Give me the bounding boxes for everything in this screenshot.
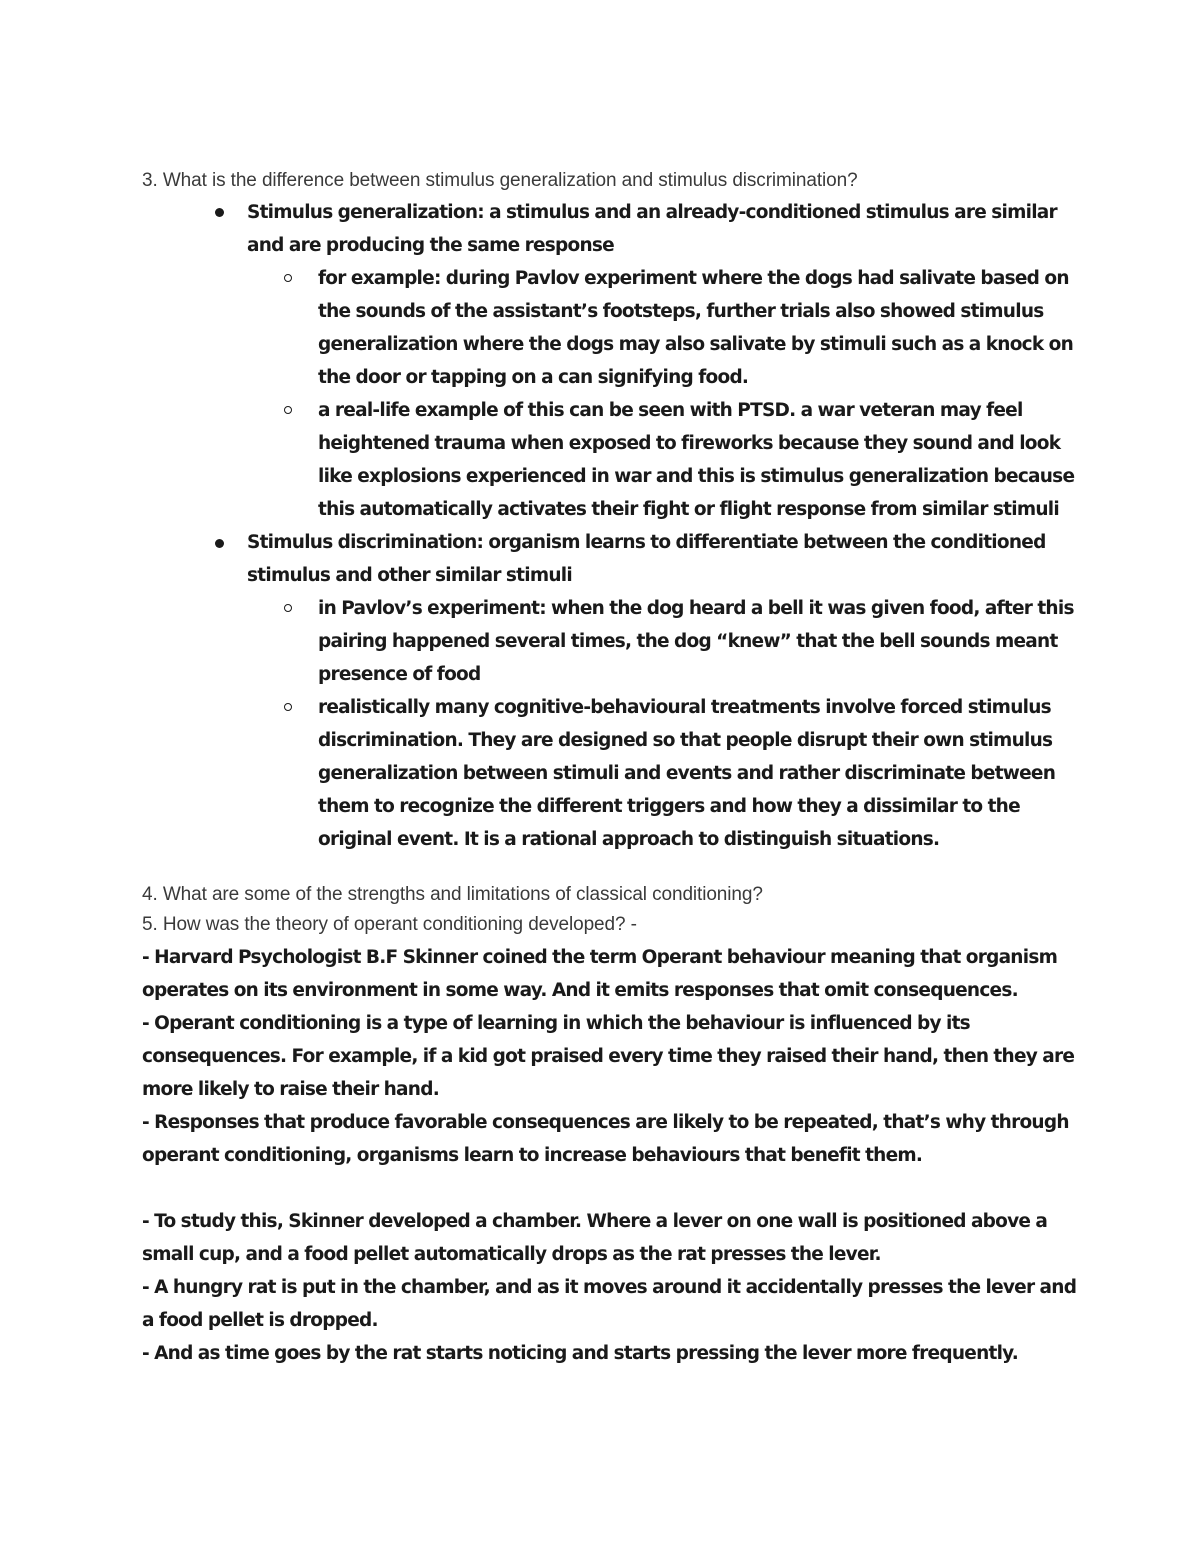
question-5-heading: 5. How was the theory of operant conditioning developed? -: [142, 914, 637, 935]
text-line: - And as time goes by the rat starts noticing and starts pressing the lever more frequently.: [142, 1343, 1019, 1364]
text-line: heightened trauma when exposed to fireworks because they sound and look: [318, 433, 1061, 454]
generalization-example-pavlov: [318, 262, 1078, 394]
skinner-chamber-paragraph: [142, 1205, 1082, 1370]
text-line: consequences. For example, if a kid got praised every time they raised their hand, then they are: [142, 1046, 1075, 1067]
text-line: generalization where the dogs may also salivate by stimuli such as a knock on: [318, 334, 1074, 355]
text-line: and are producing the same response: [247, 235, 614, 256]
hollow-bullet-icon: [284, 703, 292, 711]
text-line: presence of food: [318, 664, 481, 685]
text-line: Stimulus discrimination: organism learns to differentiate between the conditioned: [247, 532, 1046, 553]
discrimination-example-bell: [318, 592, 1078, 691]
text-line: like explosions experienced in war and this is stimulus generalization because: [318, 466, 1075, 487]
text-line: pairing happened several times, the dog “knew” that the bell sounds meant: [318, 631, 1058, 652]
text-line: - To study this, Skinner developed a chamber. Where a lever on one wall is positioned above a: [142, 1211, 1048, 1232]
operant-conditioning-paragraph: [142, 941, 1082, 1172]
bullet-icon: [215, 539, 224, 548]
text-line: small cup, and a food pellet automatically drops as the rat presses the lever.: [142, 1244, 881, 1265]
text-line: more likely to raise their hand.: [142, 1079, 439, 1100]
text-line: generalization between stimuli and events and rather discriminate between: [318, 763, 1056, 784]
text-line: original event. It is a rational approach to distinguish situations.: [318, 829, 940, 850]
bullet-icon: [215, 208, 224, 217]
text-line: operant conditioning, organisms learn to increase behaviours that benefit them.: [142, 1145, 923, 1166]
text-line: - A hungry rat is put in the chamber, and as it moves around it accidentally presses the lever and: [142, 1277, 1077, 1298]
text-line: a food pellet is dropped.: [142, 1310, 378, 1331]
text-line: this automatically activates their fight or flight response from similar stimuli: [318, 499, 1059, 520]
question-3-heading: 3. What is the difference between stimulus generalization and stimulus discrimination?: [142, 170, 858, 191]
text-line: discrimination. They are designed so that people disrupt their own stimulus: [318, 730, 1053, 751]
text-line: Stimulus generalization: a stimulus and an already-conditioned stimulus are similar: [247, 202, 1057, 223]
text-line: realistically many cognitive-behavioural treatments involve forced stimulus: [318, 697, 1051, 718]
hollow-bullet-icon: [284, 406, 292, 414]
text-line: the sounds of the assistant’s footsteps, further trials also showed stimulus: [318, 301, 1044, 322]
generalization-definition: [247, 196, 1077, 262]
text-line: - Harvard Psychologist B.F Skinner coined the term Operant behaviour meaning that organism: [142, 947, 1058, 968]
hollow-bullet-icon: [284, 274, 292, 282]
text-line: a real-life example of this can be seen with PTSD. a war veteran may feel: [318, 400, 1023, 421]
discrimination-example-cbt: [318, 691, 1078, 856]
discrimination-definition: [247, 526, 1077, 592]
text-line: them to recognize the different triggers and how they a dissimilar to the: [318, 796, 1020, 817]
question-4-heading: 4. What are some of the strengths and limitations of classical conditioning?: [142, 884, 763, 905]
text-line: operates on its environment in some way. And it emits responses that omit consequences.: [142, 980, 1018, 1001]
text-line: - Operant conditioning is a type of learning in which the behaviour is influenced by its: [142, 1013, 970, 1034]
text-line: for example: during Pavlov experiment where the dogs had salivate based on: [318, 268, 1069, 289]
hollow-bullet-icon: [284, 604, 292, 612]
text-line: in Pavlov’s experiment: when the dog heard a bell it was given food, after this: [318, 598, 1074, 619]
generalization-example-ptsd: [318, 394, 1078, 526]
text-line: - Responses that produce favorable consequences are likely to be repeated, that’s why through: [142, 1112, 1069, 1133]
text-line: stimulus and other similar stimuli: [247, 565, 572, 586]
text-line: the door or tapping on a can signifying food.: [318, 367, 749, 388]
